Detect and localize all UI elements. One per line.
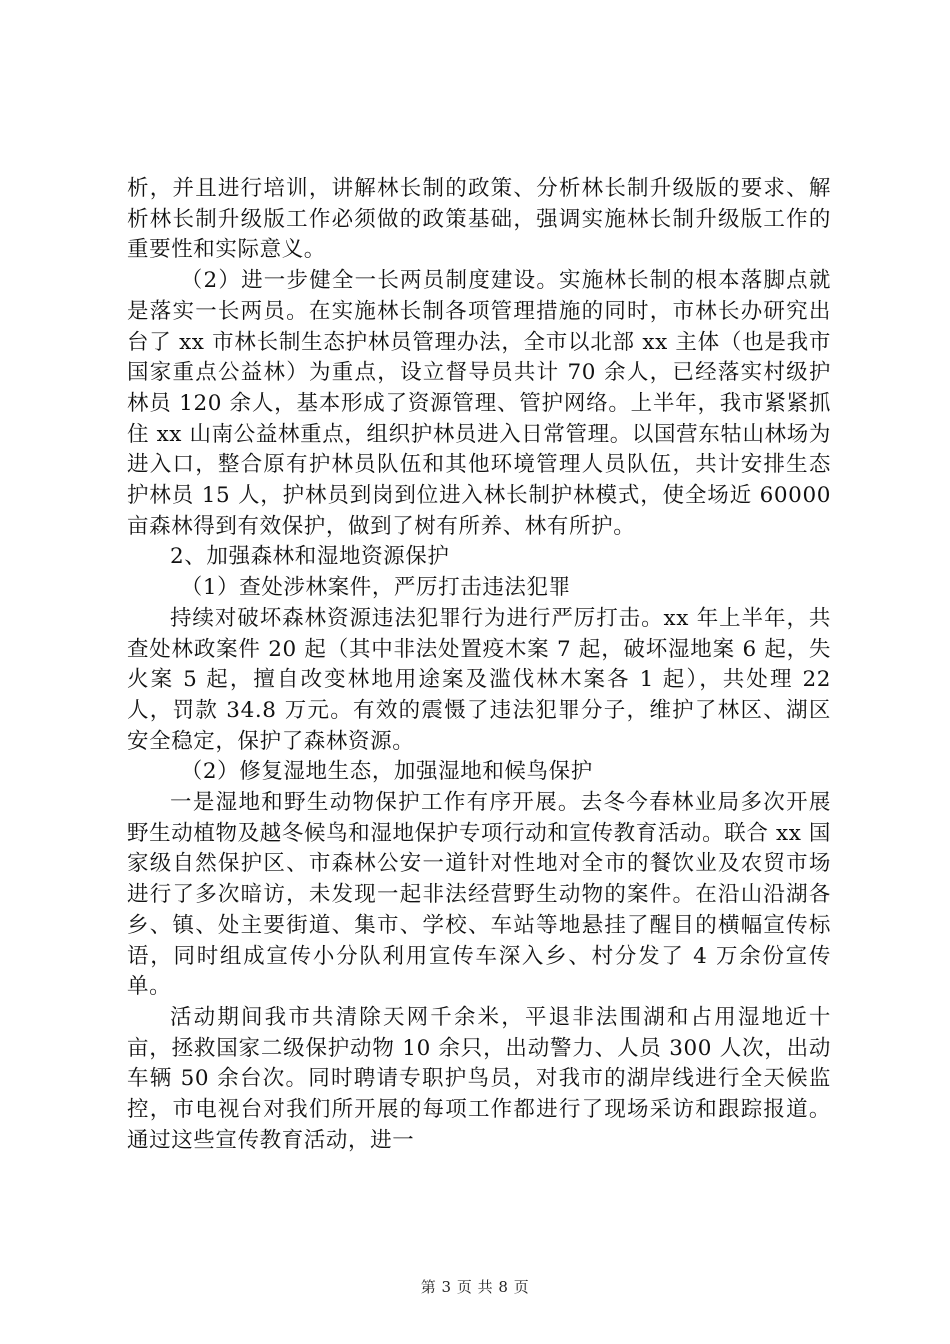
page-footer: 第 3 页 共 8 页 — [420, 1278, 530, 1296]
paragraph-crackdown-cases: 持续对破坏森林资源违法犯罪行为进行严厉打击。xx 年上半年，共查处林政案件 20 起（其中非法处置疫木案 7 起，破坏湿地案 6 起，失火案 5 起，擅自改变林地用途案及滥伐林木案各 1 起），共处理 22 人，罚款 34.8 万元。有效的震慑了违法犯罪分子，维护了林区、湖区安全稳定，保护了森林资源。 — [127, 605, 831, 754]
subheading-forest-cases: （1）查处涉林案件，严厉打击违法犯罪 — [180, 575, 571, 601]
paragraph-campaign-results: 活动期间我市共清除天网千余米，平退非法围湖和占用湿地近十亩，拯救国家二级保护动物 10 余只，出动警力、人员 300 人次，出动车辆 50 余台次。同时聘请专职护鸟员，对我市的湖岸线进行全天候监控，市电视台对我们所开展的每项工作都进行了现场采访和跟踪报道。通过这些宣传教育活动，进一 — [127, 1004, 831, 1153]
paragraph-wildlife-protection: 一是湿地和野生动物保护工作有序开展。去冬今春林业局多次开展野生动植物及越冬候鸟和湿地保护专项行动和宣传教育活动。联合 xx 国家级自然保护区、市森林公安一道针对性地对全市的餐饮业及农贸市场进行了多次暗访，未发现一起非法经营野生动物的案件。在沿山沿湖各乡、镇、处主要街道、集市、学校、车站等地悬挂了醒目的横幅宣传标语，同时组成宣传小分队利用宣传车深入乡、村分发了 4 万余份宣传单。 — [127, 790, 831, 1000]
subheading-wetland-bird-protection: （2）修复湿地生态，加强湿地和候鸟保护 — [180, 759, 593, 785]
section-heading-forest-wetland-protection: 2、加强森林和湿地资源保护 — [170, 544, 450, 570]
paragraph-training-continuation: 析，并且进行培训，讲解林长制的政策、分析林长制升级版的要求、解析林长制升级版工作必须做的政策基础，强调实施林长制升级版工作的重要性和实际意义。 — [127, 176, 831, 263]
paragraph-ranger-system: （2）进一步健全一长两员制度建设。实施林长制的根本落脚点就是落实一长两员。在实施林长制各项管理措施的同时，市林长办研究出台了 xx 市林长制生态护林员管理办法，全市以北部 xx 主体（也是我市国家重点公益林）为重点，设立督导员共计 70 余人，已经落实村级护林员 120 余人，基本形成了资源管理、管护网络。上半年，我市紧紧抓住 xx 山南公益林重点，组织护林员进入日常管理。以国营东牯山林场为进入口，整合原有护林员队伍和其他环境管理人员队伍，共计安排生态护林员 15 人，护林员到岗到位进入林长制护林模式，使全场近 60000 亩森林得到有效保护，做到了树有所养、林有所护。 — [127, 268, 831, 539]
document-body — [127, 174, 831, 1157]
